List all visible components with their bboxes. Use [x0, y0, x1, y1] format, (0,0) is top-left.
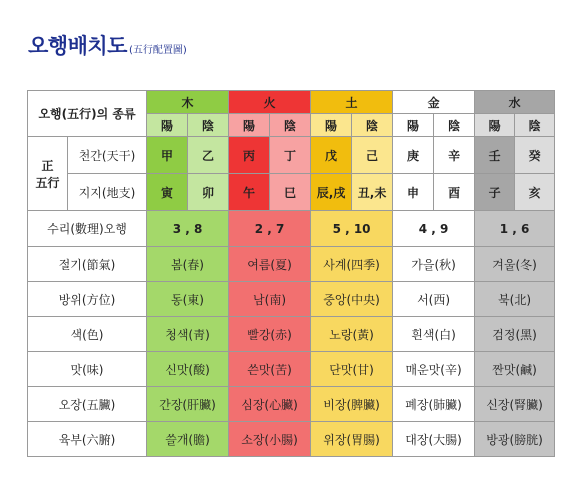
yin-label: 陰 — [270, 114, 311, 137]
color-cell: 검정(黑) — [475, 317, 555, 352]
cheongan-cell: 庚 — [393, 137, 434, 174]
row-label: 수리(數理)오행 — [28, 211, 147, 247]
color-cell: 빨강(赤) — [229, 317, 311, 352]
group-label — [28, 137, 68, 211]
row-label: 색(色) — [28, 317, 147, 352]
cheongan-cell: 辛 — [434, 137, 475, 174]
jiji-cell: 申 — [393, 174, 434, 211]
header-label: 오행(五行)의 종류 — [28, 91, 147, 137]
jiji-row — [28, 174, 555, 211]
group-label-line1: 正 — [41, 158, 54, 173]
color-cell: 노랑(黃) — [311, 317, 393, 352]
row-label: 맛(味) — [28, 352, 147, 387]
season-cell: 봄(春) — [147, 247, 229, 282]
jiji-cell: 寅 — [147, 174, 188, 211]
taste-cell: 단맛(甘) — [311, 352, 393, 387]
row-label: 오장(五臟) — [28, 387, 147, 422]
yang-label: 陽 — [393, 114, 434, 137]
taste-cell: 짠맛(鹹) — [475, 352, 555, 387]
cheongan-cell: 己 — [352, 137, 393, 174]
color-row — [28, 317, 555, 352]
direction-cell: 동(東) — [147, 282, 229, 317]
ojang-cell: 심장(心臟) — [229, 387, 311, 422]
suri-cell: 5 , 10 — [311, 211, 393, 247]
row-label: 방위(方位) — [28, 282, 147, 317]
direction-cell: 서(西) — [393, 282, 475, 317]
season-cell: 가을(秋) — [393, 247, 475, 282]
suri-cell: 2 , 7 — [229, 211, 311, 247]
element-metal: 金 — [393, 91, 475, 114]
yin-label: 陰 — [434, 114, 475, 137]
season-cell: 사계(四季) — [311, 247, 393, 282]
title-main: 오행배치도 — [28, 34, 127, 58]
yukbu-cell: 소장(小腸) — [229, 422, 311, 457]
taste-row — [28, 352, 555, 387]
element-fire: 火 — [229, 91, 311, 114]
element-water: 水 — [475, 91, 555, 114]
color-cell: 청색(靑) — [147, 317, 229, 352]
cheongan-cell: 癸 — [515, 137, 555, 174]
title-sub: (五行配置圖) — [128, 45, 187, 56]
yin-label: 陰 — [515, 114, 555, 137]
jiji-cell: 卯 — [188, 174, 229, 211]
jiji-cell: 巳 — [270, 174, 311, 211]
jiji-cell: 丑,未 — [352, 174, 393, 211]
jiji-cell: 午 — [229, 174, 270, 211]
yin-label: 陰 — [188, 114, 229, 137]
yukbu-cell: 대장(大腸) — [393, 422, 475, 457]
cheongan-cell: 壬 — [475, 137, 515, 174]
ojang-row — [28, 387, 555, 422]
jiji-cell: 亥 — [515, 174, 555, 211]
yukbu-row — [28, 422, 555, 457]
taste-cell: 신맛(酸) — [147, 352, 229, 387]
direction-cell: 북(北) — [475, 282, 555, 317]
row-label: 절기(節氣) — [28, 247, 147, 282]
yang-label: 陽 — [147, 114, 188, 137]
ojang-cell: 폐장(肺臟) — [393, 387, 475, 422]
group-label-line2: 五行 — [35, 175, 60, 190]
suri-cell: 4 , 9 — [393, 211, 475, 247]
direction-row — [28, 282, 555, 317]
cheongan-cell: 乙 — [188, 137, 229, 174]
jiji-cell: 子 — [475, 174, 515, 211]
taste-cell: 매운맛(辛) — [393, 352, 475, 387]
ojang-cell: 신장(腎臟) — [475, 387, 555, 422]
season-cell: 여름(夏) — [229, 247, 311, 282]
element-wood: 木 — [147, 91, 229, 114]
header-row — [28, 91, 555, 114]
cheongan-cell: 戊 — [311, 137, 352, 174]
direction-cell: 중앙(中央) — [311, 282, 393, 317]
row-label: 지지(地支) — [68, 174, 147, 211]
cheongan-row — [28, 137, 555, 174]
jiji-cell: 辰,戌 — [311, 174, 352, 211]
yukbu-cell: 쓸개(膽) — [147, 422, 229, 457]
yang-label: 陽 — [475, 114, 515, 137]
cheongan-cell: 甲 — [147, 137, 188, 174]
row-label: 천간(天干) — [68, 137, 147, 174]
season-cell: 겨울(冬) — [475, 247, 555, 282]
cheongan-cell: 丙 — [229, 137, 270, 174]
suri-cell: 3 , 8 — [147, 211, 229, 247]
suri-row — [28, 211, 555, 247]
yukbu-cell: 방광(膀胱) — [475, 422, 555, 457]
direction-cell: 남(南) — [229, 282, 311, 317]
row-label: 육부(六腑) — [28, 422, 147, 457]
ojang-cell: 비장(脾臟) — [311, 387, 393, 422]
cheongan-cell: 丁 — [270, 137, 311, 174]
ohaeng-table — [27, 90, 555, 457]
jiji-cell: 酉 — [434, 174, 475, 211]
ojang-cell: 간장(肝臟) — [147, 387, 229, 422]
element-earth: 土 — [311, 91, 393, 114]
color-cell: 흰색(白) — [393, 317, 475, 352]
yang-label: 陽 — [229, 114, 270, 137]
yang-label: 陽 — [311, 114, 352, 137]
taste-cell: 쓴맛(苦) — [229, 352, 311, 387]
season-row — [28, 247, 555, 282]
suri-cell: 1 , 6 — [475, 211, 555, 247]
page-title — [28, 30, 187, 60]
yukbu-cell: 위장(胃腸) — [311, 422, 393, 457]
yin-label: 陰 — [352, 114, 393, 137]
